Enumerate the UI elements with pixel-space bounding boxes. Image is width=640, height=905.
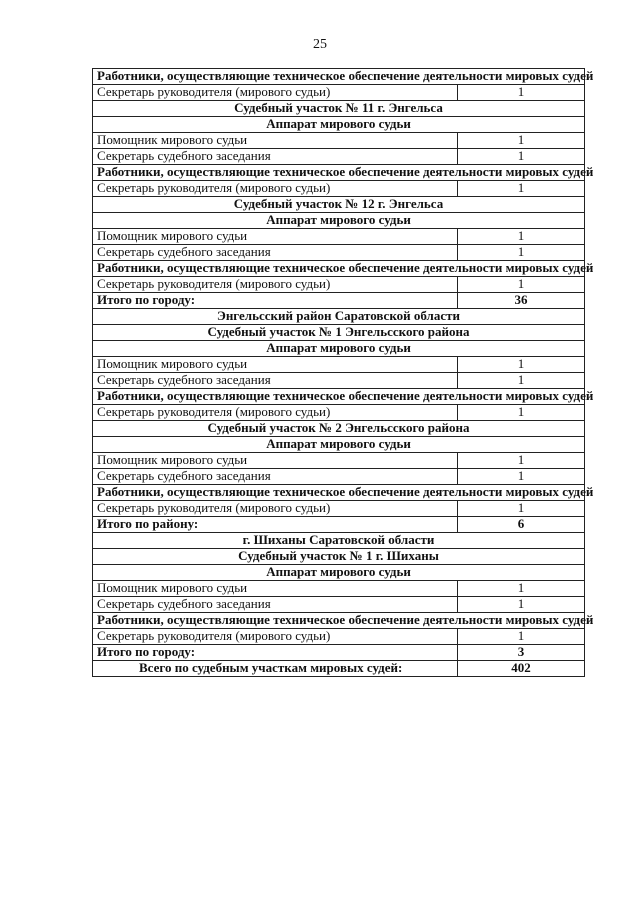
position-name: Секретарь руководителя (мирового судьи) xyxy=(93,629,458,645)
position-row xyxy=(93,373,585,389)
position-row xyxy=(93,133,585,149)
position-name: Секретарь руководителя (мирового судьи) xyxy=(93,405,458,421)
position-count: 1 xyxy=(458,229,585,245)
section-header-row xyxy=(93,613,585,629)
section-title: Аппарат мирового судьи xyxy=(93,341,585,357)
position-name: Помощник мирового судьи xyxy=(93,357,458,373)
position-name: Секретарь руководителя (мирового судьи) xyxy=(93,277,458,293)
section-title: Работники, осуществляющие техническое обеспечение деятельности мировых судей xyxy=(93,165,585,181)
position-name: Секретарь судебного заседания xyxy=(93,597,458,613)
section-header-row xyxy=(93,325,585,341)
section-title: Аппарат мирового судьи xyxy=(93,565,585,581)
section-header-row xyxy=(93,101,585,117)
position-row xyxy=(93,85,585,101)
position-row xyxy=(93,277,585,293)
position-name: Секретарь руководителя (мирового судьи) xyxy=(93,85,458,101)
section-header-row xyxy=(93,485,585,501)
position-name: Секретарь судебного заседания xyxy=(93,245,458,261)
position-row xyxy=(93,469,585,485)
position-name: Помощник мирового судьи xyxy=(93,453,458,469)
position-count: 1 xyxy=(458,373,585,389)
section-header-row xyxy=(93,533,585,549)
section-header-row xyxy=(93,165,585,181)
section-header-row xyxy=(93,213,585,229)
section-title: Судебный участок № 12 г. Энгельса xyxy=(93,197,585,213)
position-name: Секретарь судебного заседания xyxy=(93,469,458,485)
position-count: 1 xyxy=(458,597,585,613)
position-row xyxy=(93,581,585,597)
total-row xyxy=(93,645,585,661)
position-name: Помощник мирового судьи xyxy=(93,133,458,149)
position-name: Секретарь судебного заседания xyxy=(93,149,458,165)
section-title: Аппарат мирового судьи xyxy=(93,437,585,453)
total-row xyxy=(93,293,585,309)
position-count: 1 xyxy=(458,581,585,597)
position-count: 1 xyxy=(458,149,585,165)
total-value: 3 xyxy=(458,645,585,661)
position-name: Секретарь судебного заседания xyxy=(93,373,458,389)
section-title: Энгельсский район Саратовской области xyxy=(93,309,585,325)
position-count: 1 xyxy=(458,357,585,373)
total-label: Итого по району: xyxy=(93,517,458,533)
section-header-row xyxy=(93,421,585,437)
section-header-row xyxy=(93,309,585,325)
position-count: 1 xyxy=(458,453,585,469)
section-title: г. Шиханы Саратовской области xyxy=(93,533,585,549)
position-name: Помощник мирового судьи xyxy=(93,229,458,245)
position-row xyxy=(93,245,585,261)
position-count: 1 xyxy=(458,501,585,517)
position-row xyxy=(93,357,585,373)
total-value: 6 xyxy=(458,517,585,533)
section-title: Аппарат мирового судьи xyxy=(93,117,585,133)
position-name: Помощник мирового судьи xyxy=(93,581,458,597)
section-title: Судебный участок № 1 г. Шиханы xyxy=(93,549,585,565)
section-header-row xyxy=(93,261,585,277)
section-header-row xyxy=(93,549,585,565)
section-title: Аппарат мирового судьи xyxy=(93,213,585,229)
section-title: Работники, осуществляющие техническое обеспечение деятельности мировых судей xyxy=(93,69,585,85)
section-header-row xyxy=(93,341,585,357)
position-count: 1 xyxy=(458,629,585,645)
position-count: 1 xyxy=(458,85,585,101)
position-row xyxy=(93,229,585,245)
position-row xyxy=(93,629,585,645)
section-header-row xyxy=(93,389,585,405)
section-header-row xyxy=(93,565,585,581)
section-header-row xyxy=(93,197,585,213)
section-title: Работники, осуществляющие техническое обеспечение деятельности мировых судей xyxy=(93,613,585,629)
position-row xyxy=(93,149,585,165)
total-value: 402 xyxy=(458,661,585,677)
position-count: 1 xyxy=(458,277,585,293)
section-title: Судебный участок № 11 г. Энгельса xyxy=(93,101,585,117)
page-number: 25 xyxy=(313,37,327,52)
total-row xyxy=(93,517,585,533)
position-count: 1 xyxy=(458,181,585,197)
section-title: Работники, осуществляющие техническое обеспечение деятельности мировых судей xyxy=(93,261,585,277)
section-title: Судебный участок № 2 Энгельсского района xyxy=(93,421,585,437)
position-count: 1 xyxy=(458,133,585,149)
total-label: Итого по городу: xyxy=(93,645,458,661)
position-row xyxy=(93,453,585,469)
staffing-table-body xyxy=(93,68,594,677)
position-row xyxy=(93,501,585,517)
section-header-row xyxy=(93,117,585,133)
section-header-row xyxy=(93,69,585,85)
position-count: 1 xyxy=(458,405,585,421)
staffing-table xyxy=(92,68,594,677)
position-row xyxy=(93,181,585,197)
position-count: 1 xyxy=(458,245,585,261)
position-row xyxy=(93,405,585,421)
section-title: Работники, осуществляющие техническое обеспечение деятельности мировых судей xyxy=(93,485,585,501)
section-title: Судебный участок № 1 Энгельсского района xyxy=(93,325,585,341)
section-header-row xyxy=(93,437,585,453)
total-value: 36 xyxy=(458,293,585,309)
position-name: Секретарь руководителя (мирового судьи) xyxy=(93,501,458,517)
total-row xyxy=(93,661,585,677)
position-row xyxy=(93,597,585,613)
position-count: 1 xyxy=(458,469,585,485)
total-label: Итого по городу: xyxy=(93,293,458,309)
section-title: Работники, осуществляющие техническое обеспечение деятельности мировых судей xyxy=(93,389,585,405)
total-label: Всего по судебным участкам мировых судей: xyxy=(93,661,458,677)
position-name: Секретарь руководителя (мирового судьи) xyxy=(93,181,458,197)
